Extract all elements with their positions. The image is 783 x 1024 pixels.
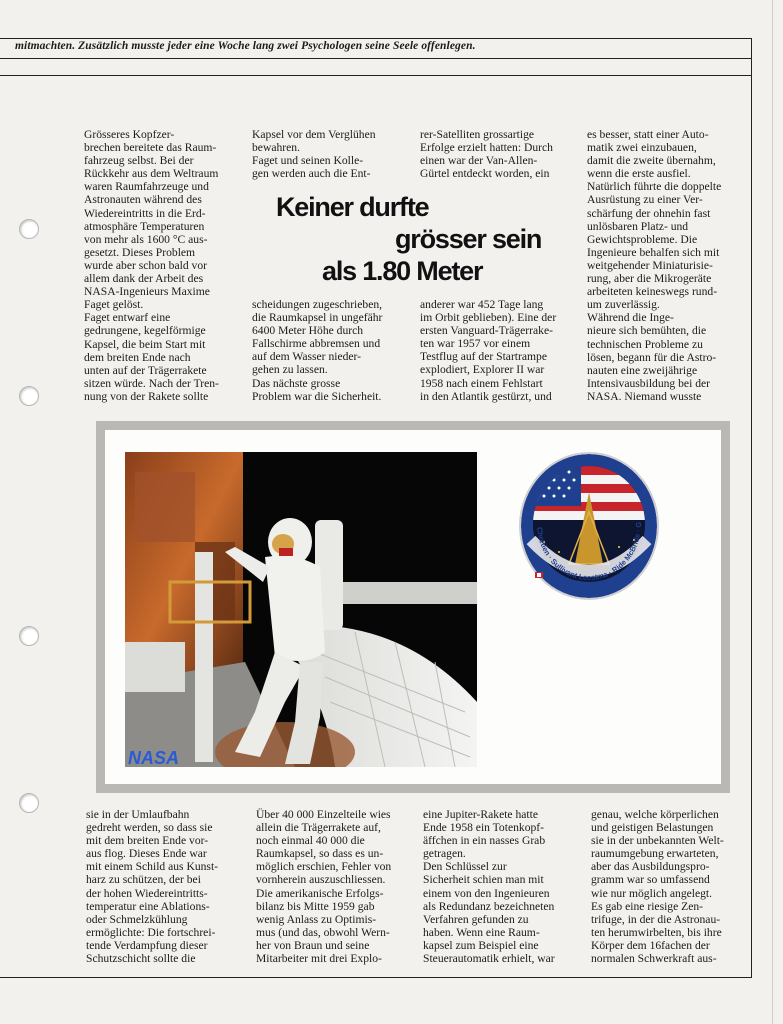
text-column-4: es besser, statt einer Auto- matik zwei einzubauen, damit die zweite übernahm, wenn die erste ausfiel. Natürlich führte die doppelte Ausrüstung zu einer Ver- schärfung der ohnehin fast unlösbaren Platz- und Gewichtsprobleme. Die Ingenieure behalfen sich mit weitgehender Miniaturisie- rung, aber die Mikrogeräte arbeiteten keineswegs rund- um zuverlässig. Während die Inge- nieure sich bemühten, die technischen Probleme zu lösen, begann für die Astro- nauten eine zweijährige Intensivausbildung bei der NASA. Niemand wusste [587,128,722,403]
bottom-rule [0,977,752,978]
astronaut-photo [125,452,477,767]
mission-patch-emblem [519,452,659,600]
text-column-bottom-3: eine Jupiter-Rakete hatte Ende 1958 ein Totenkopf- äffchen in ein nasses Grab getragen. Den Schlüssel zur Sicherheit schien man mit einem von den Ingenieuren als Redundanz bezeichneten Verfahren gefunden zu haben. Wenn eine Raum- kapsel zum Beispiel eine Steuerautomatik erhielt, war [423,808,555,966]
binder-hole [19,793,39,813]
text-column-bottom-2: Über 40 000 Einzelteile wies allein die Trägerrakete auf, noch einmal 40 000 die Raumkapsel, so dass es un- möglich erschien, Fehler von vornherein auszuschliessen. Die amerikanische Erfolgs- bilanz bis Mitte 1959 gab wenig Anlass zu Optimis- mus (und das, obwohl Wern- her von Braun und seine Mitarbeiter mit drei Explo- [256,808,392,966]
header-rule [0,58,751,59]
text-column-3-top: rer-Satelliten grossartige Erfolge erzielt hatten: Durch einen war der Van-Allen- Gürtel entdeckt worden, ein [420,128,553,181]
sheet-edge [772,0,773,1024]
headline-line-2: grösser sein [395,224,542,254]
text-column-bottom-4: genau, welche körperlichen und geistigen Belastungen sie in der unbekannten Welt- raumumgebung erwarteten, aber das Ausbildungspro- gramm war so umfassend wie nur möglich angelegt. Es gab eine riesige Zen- trifuge, in der die Astronau- ten herumwirbelten, bis ihre Körper dem 16fachen der normalen Schwerkraft aus- [591,808,724,966]
nasa-logo: NASA [128,748,180,767]
headline-line-1: Keiner durfte [276,192,429,222]
text-column-2-top: Kapsel vor dem Verglühen bewahren. Faget und seinen Kolle- gen werden auch die Ent- [252,128,376,181]
text-column-3-bottom: anderer war 452 Tage lang im Orbit geblieben). Eine der ersten Vanguard-Trägerrake- ten war 1957 vor einem Testflug auf der Startrampe explodiert, Explorer II war 1958 nach einem Fehlstart in den Atlantik gestürzt, und [420,298,557,403]
binder-hole [19,219,39,239]
binder-hole [19,626,39,646]
text-column-1: Grösseres Kopfzer- brechen bereitete das Raum- fahrzeug selbst. Bei der Rückkehr aus dem Weltraum waren Raumfahrzeuge und Astronauten während des Wiedereintritts in die Erd- atmosphäre Temperaturen von mehr als 1600 °C aus- gesetzt. Dieses Problem wurde aber schon bald vor allem dank der Arbeit des NASA-Ingenieurs Maxime Faget gelöst. Faget entwarf eine gedrungene, kegelförmige Kapsel, die beim Start mit dem breiten Ende nach unten auf der Trägerrakete sitzen würde. Nach der Tren- nung von der Rakete sollte [84,128,219,403]
right-rule [751,38,752,978]
astronaut-illustration [125,452,477,767]
patch-crew-names: Chrétien · Sullivant Leestma · Ride McBride · G [535,521,644,583]
text-column-2-bottom: scheidungen zugeschrieben, die Raumkapsel in ungefähr 6400 Meter Höhe durch Fallschirme abbremsen und auf dem Wasser nieder- gehen zu lassen. Das nächste grosse Problem war die Sicherheit. [252,298,383,403]
mission-patch [519,452,659,600]
headline-line-3: als 1.80 Meter [322,256,483,286]
binder-hole [19,386,39,406]
continuation-line: mitmachten. Zusätzlich musste jeder eine Woche lang zwei Psychologen seine Seele offenlegen. [15,40,476,52]
text-column-bottom-1: sie in der Umlaufbahn gedreht werden, so dass sie mit dem breiten Ende vor- aus flog. Dieses Ende war mit einem Schild aus Kunst- harz zu schützen, der bei der hohen Wiedereintritts- temperatur eine Ablations- oder Schmelzkühlung ermöglichte: Die fortschrei- tende Verdampfung dieser Schutzschicht sollte die [86,808,219,966]
